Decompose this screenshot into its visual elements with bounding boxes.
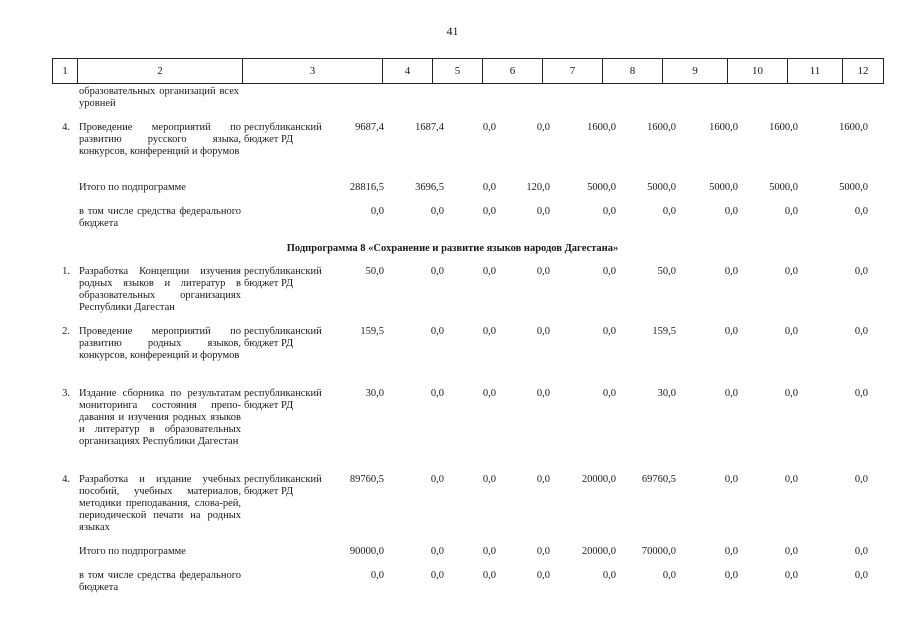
row-value: 0,0 (536, 474, 550, 485)
row-value: 0,0 (854, 326, 868, 337)
row-value: 0,0 (482, 206, 496, 217)
row-value: 20000,0 (581, 546, 616, 557)
row-value: 0,0 (370, 570, 384, 581)
row-value: 0,0 (430, 326, 444, 337)
row-value: 0,0 (784, 388, 798, 399)
row-value: 5000,0 (769, 182, 798, 193)
row-value: 5000,0 (839, 182, 868, 193)
row-value: 0,0 (854, 266, 868, 277)
row-value: 20000,0 (581, 474, 616, 485)
row-value: 159,5 (652, 326, 676, 337)
row-number: 2. (62, 326, 70, 337)
header-col-4: 4 (382, 59, 432, 83)
row-source: республиканский бюджет РД (244, 326, 322, 349)
row-value: 120,0 (526, 182, 550, 193)
row-value: 69760,5 (641, 474, 676, 485)
row-value: 0,0 (430, 206, 444, 217)
row-value: 0,0 (784, 474, 798, 485)
row-value: 1687,4 (415, 122, 444, 133)
row-value: 30,0 (657, 388, 676, 399)
row-value: 0,0 (784, 546, 798, 557)
row-value: 0,0 (854, 206, 868, 217)
row-value: 0,0 (662, 206, 676, 217)
row-value: 50,0 (365, 266, 384, 277)
row-name: Итого по подпрограмме (79, 182, 186, 193)
row-name: Разработка Концепции изучения родных языков и литератур в образовательных организациях Республики Дагестан (79, 266, 241, 313)
header-col-3: 3 (242, 59, 382, 83)
row-source: республиканский бюджет РД (244, 122, 322, 145)
row-value: 28816,5 (349, 182, 384, 193)
row-name: Проведение мероприятий по развитию родных языков, конкурсов, конференций и форумов (79, 326, 241, 361)
row-value: 0,0 (854, 388, 868, 399)
row-value: 0,0 (482, 326, 496, 337)
row-value: 0,0 (430, 266, 444, 277)
header-col-2: 2 (77, 59, 242, 83)
page-number: 41 (446, 24, 459, 38)
row-value: 0,0 (784, 326, 798, 337)
header-col-5: 5 (432, 59, 482, 83)
row-value: 5000,0 (587, 182, 616, 193)
row-value: 0,0 (482, 182, 496, 193)
row-value: 0,0 (430, 546, 444, 557)
header-col-11: 11 (787, 59, 842, 83)
row-source: республиканский бюджет РД (244, 266, 322, 289)
row-value: 0,0 (784, 570, 798, 581)
carryover-text: образовательных организаций всех уровней (79, 86, 239, 109)
row-value: 1600,0 (709, 122, 738, 133)
row-name: в том числе средства федерального бюджета (79, 570, 241, 593)
row-value: 1600,0 (769, 122, 798, 133)
row-name: в том числе средства федерального бюджета (79, 206, 241, 229)
row-value: 0,0 (854, 546, 868, 557)
row-value: 0,0 (724, 326, 738, 337)
row-value: 0,0 (602, 570, 616, 581)
row-value: 0,0 (784, 206, 798, 217)
row-value: 0,0 (482, 122, 496, 133)
header-col-10: 10 (727, 59, 787, 83)
row-value: 0,0 (724, 474, 738, 485)
row-value: 0,0 (370, 206, 384, 217)
row-value: 0,0 (724, 266, 738, 277)
row-value: 70000,0 (641, 546, 676, 557)
row-value: 0,0 (482, 570, 496, 581)
row-value: 0,0 (854, 474, 868, 485)
row-value: 0,0 (482, 474, 496, 485)
row-value: 0,0 (536, 388, 550, 399)
row-value: 9687,4 (355, 122, 384, 133)
row-value: 1600,0 (647, 122, 676, 133)
row-value: 0,0 (536, 570, 550, 581)
row-number: 4. (62, 122, 70, 133)
header-col-12: 12 (842, 59, 884, 83)
row-name: Издание сборника по результатам мониторинга состояния препо-давания и изучения родных языков и литератур в образовательных организациях Республики Дагестан (79, 388, 241, 447)
row-value: 0,0 (602, 266, 616, 277)
row-value: 90000,0 (349, 546, 384, 557)
row-value: 0,0 (536, 266, 550, 277)
row-value: 89760,5 (349, 474, 384, 485)
header-col-7: 7 (542, 59, 602, 83)
row-value: 0,0 (536, 122, 550, 133)
row-value: 1600,0 (839, 122, 868, 133)
header-col-8: 8 (602, 59, 662, 83)
row-number: 1. (62, 266, 70, 277)
row-value: 159,5 (360, 326, 384, 337)
row-value: 0,0 (430, 570, 444, 581)
row-value: 0,0 (482, 388, 496, 399)
row-name: Разработка и издание учебных пособий, учебных материалов, методики преподавания, слова-рей, периодической печати на родных языках (79, 474, 241, 533)
row-name: Итого по подпрограмме (79, 546, 186, 557)
header-col-9: 9 (662, 59, 727, 83)
row-value: 0,0 (482, 266, 496, 277)
row-value: 0,0 (662, 570, 676, 581)
row-value: 0,0 (724, 388, 738, 399)
row-source: республиканский бюджет РД (244, 388, 322, 411)
row-name: Проведение мероприятий по развитию русского языка, конкурсов, конференций и форумов (79, 122, 241, 157)
row-value: 0,0 (536, 326, 550, 337)
row-value: 5000,0 (647, 182, 676, 193)
row-value: 0,0 (482, 546, 496, 557)
row-value: 0,0 (724, 570, 738, 581)
row-value: 0,0 (602, 206, 616, 217)
row-value: 30,0 (365, 388, 384, 399)
row-number: 3. (62, 388, 70, 399)
row-source: республиканский бюджет РД (244, 474, 322, 497)
row-value: 0,0 (724, 206, 738, 217)
table-header-row (52, 58, 884, 84)
subprogram-title: Подпрограмма 8 «Сохранение и развитие языков народов Дагестана» (286, 243, 619, 254)
row-value: 0,0 (602, 326, 616, 337)
row-value: 0,0 (536, 546, 550, 557)
row-value: 0,0 (536, 206, 550, 217)
row-value: 0,0 (784, 266, 798, 277)
row-number: 4. (62, 474, 70, 485)
row-value: 0,0 (430, 474, 444, 485)
row-value: 5000,0 (709, 182, 738, 193)
row-value: 0,0 (430, 388, 444, 399)
header-col-6: 6 (482, 59, 542, 83)
header-col-1: 1 (52, 59, 77, 83)
row-value: 1600,0 (587, 122, 616, 133)
row-value: 3696,5 (415, 182, 444, 193)
row-value: 0,0 (724, 546, 738, 557)
row-value: 50,0 (657, 266, 676, 277)
row-value: 0,0 (602, 388, 616, 399)
row-value: 0,0 (854, 570, 868, 581)
